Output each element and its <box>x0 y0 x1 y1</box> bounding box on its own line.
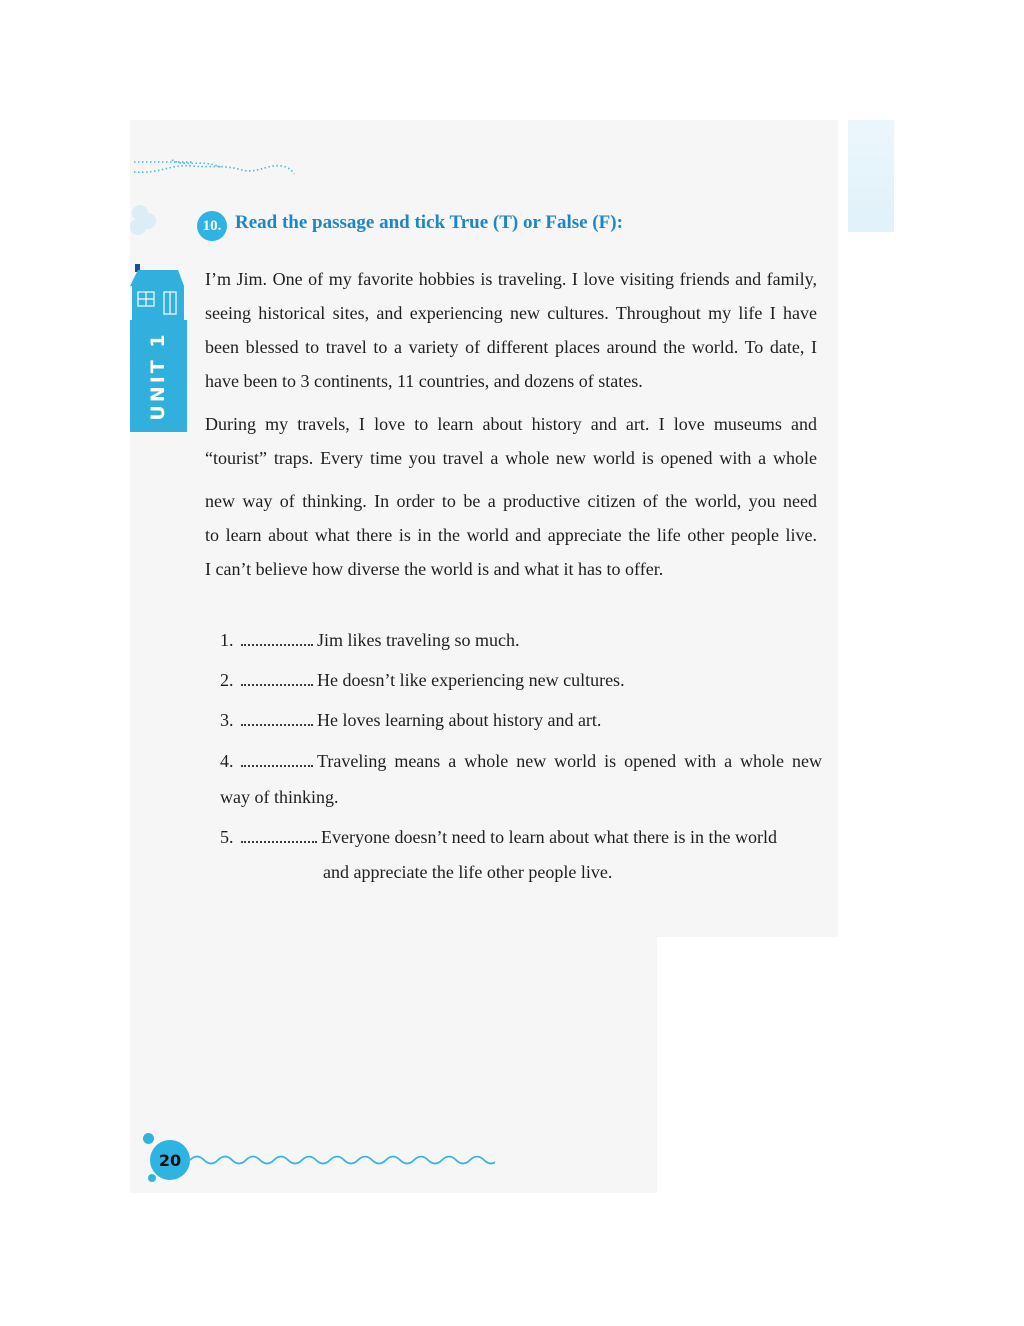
statement-number: 4. <box>220 751 234 771</box>
next-page-edge <box>848 120 894 232</box>
passage-line: “tourist” traps. Every time you travel a whole new world is opened with a whole <box>205 448 817 468</box>
passage-paragraph-2 <box>205 407 817 586</box>
statement-2 <box>220 666 625 694</box>
answer-blank-1[interactable] <box>241 634 313 646</box>
answer-blank-3[interactable] <box>241 714 313 726</box>
exercise-title: Read the passage and tick True (T) or False (F): <box>235 212 623 233</box>
statement-text: He loves learning about history and art. <box>317 710 602 730</box>
exercise-number-badge: 10. <box>197 211 227 241</box>
passage-line: new way of thinking. In order to be a productive citizen of the world, you need <box>205 491 817 511</box>
statement-text: Traveling means a whole new world is opened with a whole new <box>317 751 822 771</box>
statement-5-continuation: and appreciate the life other people live. <box>323 862 613 882</box>
statement-1 <box>220 626 519 654</box>
statement-number: 1. <box>220 630 234 650</box>
page-number: 20 <box>150 1140 190 1180</box>
statement-4 <box>220 747 822 775</box>
passage-line: I can’t believe how diverse the world is and what it has to offer. <box>205 559 664 579</box>
statement-text: He doesn’t like experiencing new cultures. <box>317 670 625 690</box>
statement-text: Everyone doesn’t need to learn about what there is in the world <box>321 827 778 847</box>
statement-number: 3. <box>220 710 234 730</box>
passage-line: During my travels, I love to learn about history and art. I love museums and <box>205 414 817 434</box>
statement-4-continuation: way of thinking. <box>220 787 339 807</box>
house-icon <box>130 262 186 322</box>
dotted-trail-decoration <box>132 158 302 180</box>
statement-text: Jim likes traveling so much. <box>317 630 520 650</box>
unit-tab-label: UNIT 1 <box>147 331 169 421</box>
page-number-dot <box>143 1133 154 1144</box>
answer-blank-4[interactable] <box>241 755 313 767</box>
statement-5 <box>220 823 777 851</box>
passage-paragraph-1: I’m Jim. One of my favorite hobbies is traveling. I love visiting friends and family, seeing historical sites, and experiencing new cultures. Throughout my life I have been blessed to travel to a variety of different places around the world. To date, I have been to 3 continents, 11 countries, and dozens of states. <box>205 269 817 391</box>
flower-decoration-icon <box>128 203 158 239</box>
page-number-dot <box>148 1174 156 1182</box>
statement-number: 2. <box>220 670 234 690</box>
answer-blank-2[interactable] <box>241 674 313 686</box>
statement-3 <box>220 706 601 734</box>
answer-blank-5[interactable] <box>241 831 317 843</box>
passage-line: to learn about what there is in the world and appreciate the life other people live. <box>205 525 817 545</box>
statement-number: 5. <box>220 827 234 847</box>
wave-decoration <box>190 1152 495 1166</box>
